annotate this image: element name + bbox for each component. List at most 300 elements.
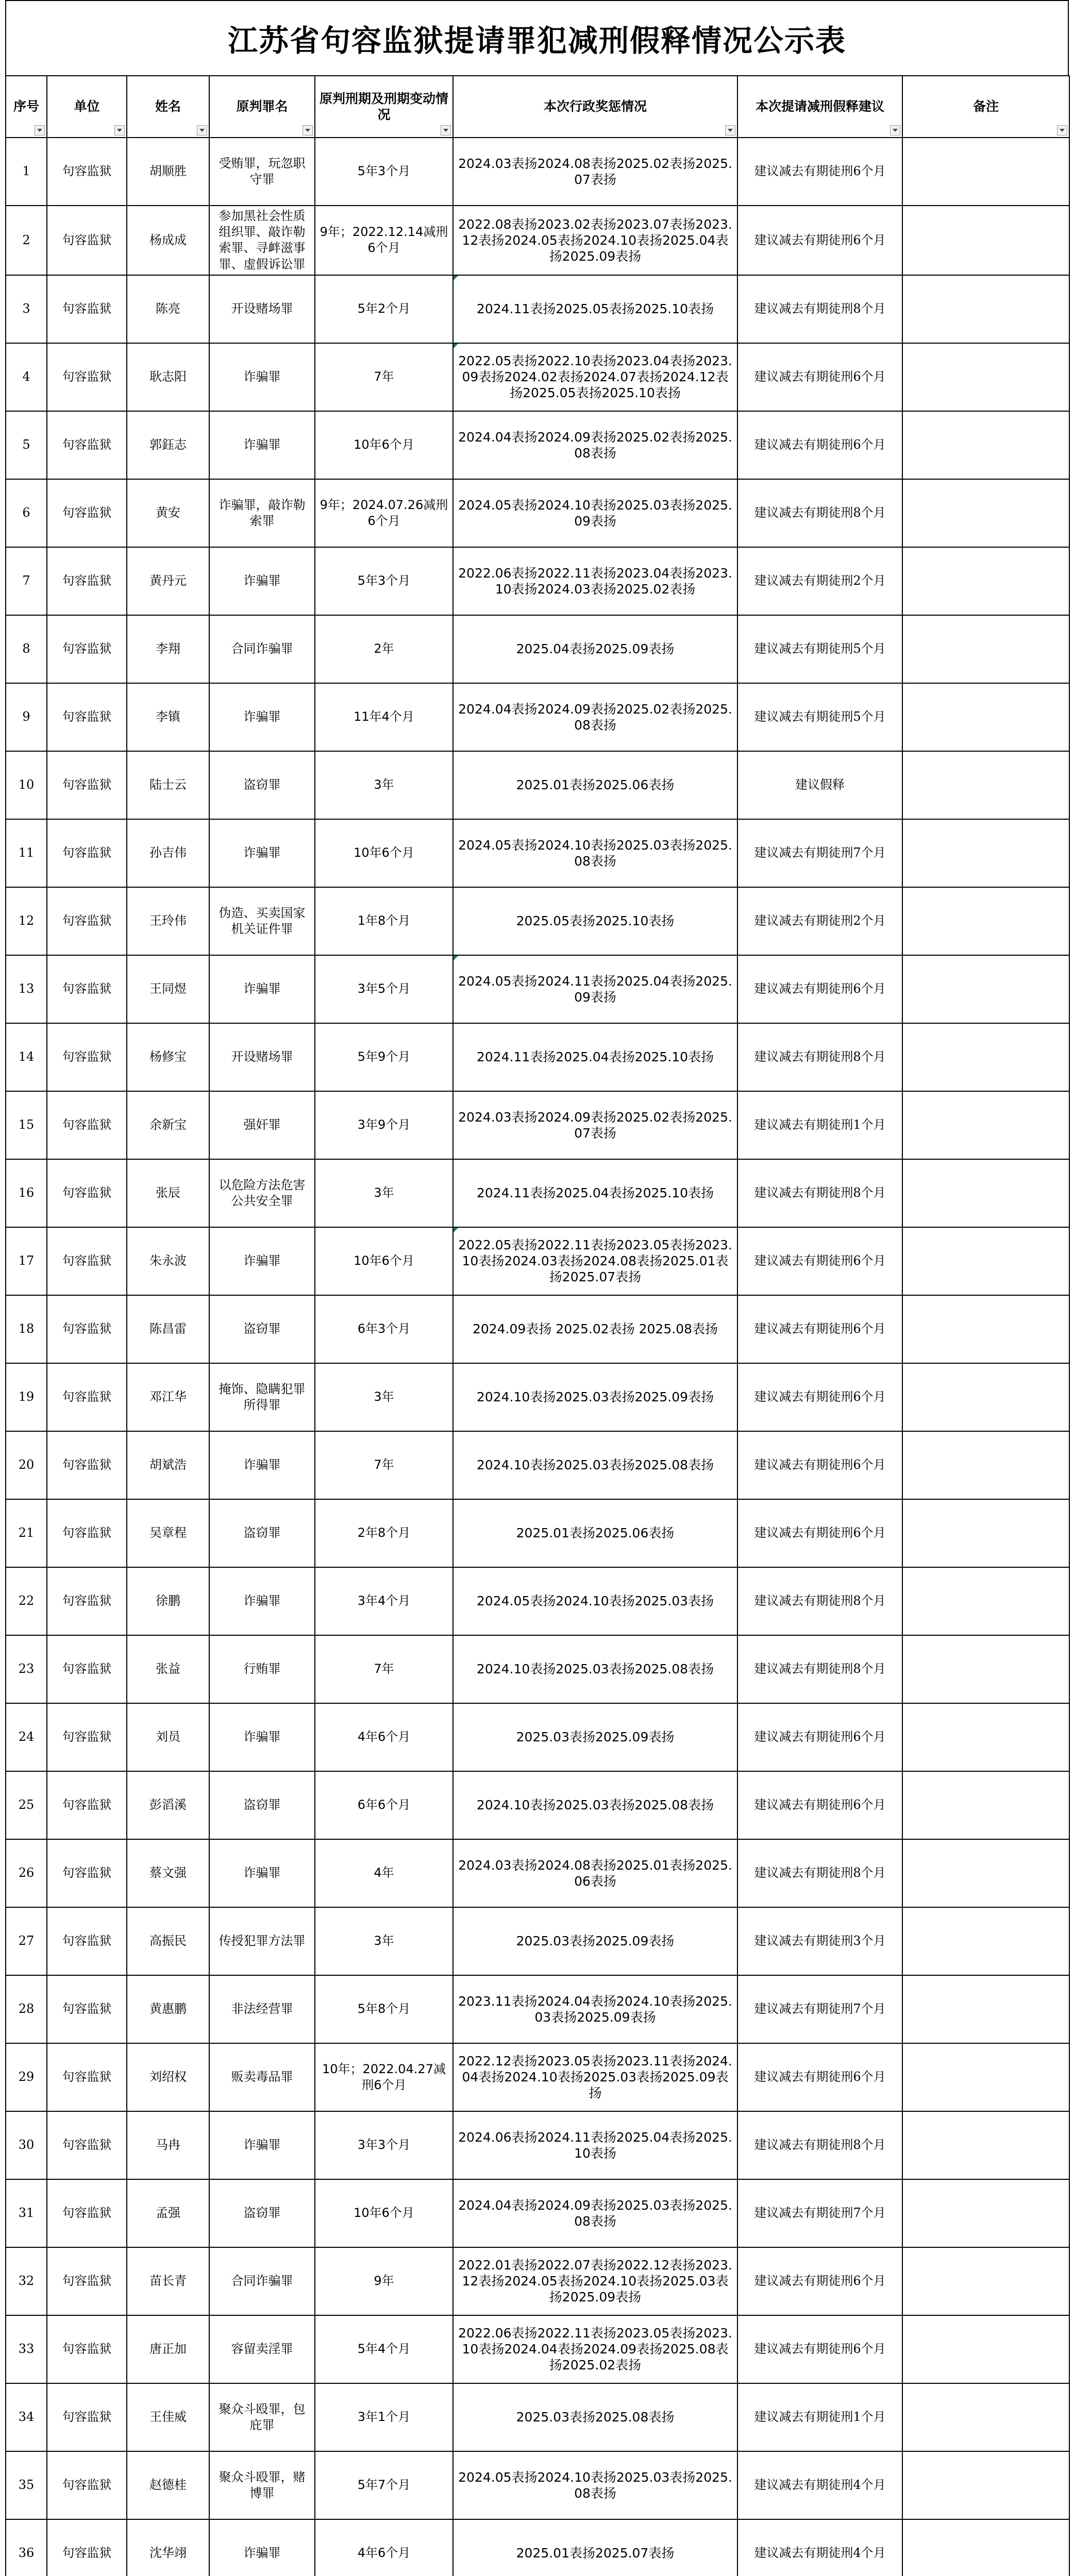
cell-crime[interactable]: 开设赌场罪 xyxy=(209,1023,315,1091)
cell-reward[interactable]: 2024.06表扬2024.11表扬2025.04表扬2025.10表扬 xyxy=(453,2111,737,2179)
cell-term[interactable]: 3年9个月 xyxy=(315,1091,453,1159)
cell-no[interactable]: 25 xyxy=(6,1771,47,1839)
cell-suggestion[interactable]: 建议减去有期徒刑6个月 xyxy=(737,1431,902,1499)
cell-suggestion[interactable]: 建议减去有期徒刑6个月 xyxy=(737,2043,902,2111)
cell-note[interactable] xyxy=(902,819,1069,887)
cell-suggestion[interactable]: 建议减去有期徒刑5个月 xyxy=(737,615,902,683)
cell-crime[interactable]: 合同诈骗罪 xyxy=(209,615,315,683)
cell-term[interactable]: 3年 xyxy=(315,1907,453,1975)
cell-unit[interactable]: 句容监狱 xyxy=(47,1091,127,1159)
cell-unit[interactable]: 句容监狱 xyxy=(47,1227,127,1295)
table-row xyxy=(6,2111,1069,2179)
cell-crime[interactable]: 掩饰、隐瞒犯罪所得罪 xyxy=(209,1363,315,1431)
cell-note[interactable] xyxy=(902,1091,1069,1159)
cell-name[interactable]: 沈华翊 xyxy=(127,2519,209,2576)
cell-term[interactable]: 2年8个月 xyxy=(315,1499,453,1567)
cell-crime[interactable]: 诈骗罪 xyxy=(209,2519,315,2576)
cell-note[interactable] xyxy=(902,1839,1069,1907)
cell-unit[interactable]: 句容监狱 xyxy=(47,1159,127,1227)
cell-reward[interactable]: 2025.05表扬2025.10表扬 xyxy=(453,887,737,955)
cell-note[interactable] xyxy=(902,1635,1069,1703)
cell-unit[interactable]: 句容监狱 xyxy=(47,1635,127,1703)
cell-unit[interactable]: 句容监狱 xyxy=(47,2383,127,2451)
cell-reward[interactable]: 2024.10表扬2025.03表扬2025.08表扬 xyxy=(453,1635,737,1703)
cell-suggestion[interactable]: 建议假释 xyxy=(737,751,902,819)
cell-unit[interactable]: 句容监狱 xyxy=(47,138,127,206)
cell-no[interactable]: 17 xyxy=(6,1227,47,1295)
cell-name[interactable]: 陆士云 xyxy=(127,751,209,819)
filter-dropdown-icon[interactable] xyxy=(725,125,735,135)
cell-no[interactable]: 23 xyxy=(6,1635,47,1703)
cell-unit[interactable]: 句容监狱 xyxy=(47,1363,127,1431)
cell-suggestion[interactable]: 建议减去有期徒刑6个月 xyxy=(737,1771,902,1839)
cell-crime[interactable]: 诈骗罪 xyxy=(209,1703,315,1771)
cell-no[interactable]: 33 xyxy=(6,2315,47,2383)
filter-dropdown-icon[interactable] xyxy=(35,125,45,135)
cell-name[interactable]: 王玲伟 xyxy=(127,887,209,955)
cell-no[interactable]: 19 xyxy=(6,1363,47,1431)
cell-reward[interactable]: 2022.06表扬2022.11表扬2023.04表扬2023.10表扬2024.03表扬2025.02表扬 xyxy=(453,547,737,615)
cell-name[interactable]: 胡斌浩 xyxy=(127,1431,209,1499)
cell-reward[interactable]: 2025.03表扬2025.09表扬 xyxy=(453,1907,737,1975)
cell-name[interactable]: 孟强 xyxy=(127,2179,209,2247)
cell-unit[interactable]: 句容监狱 xyxy=(47,2519,127,2576)
cell-reward[interactable]: 2024.11表扬2025.05表扬2025.10表扬 xyxy=(453,275,737,343)
cell-term[interactable]: 5年3个月 xyxy=(315,547,453,615)
cell-unit[interactable]: 句容监狱 xyxy=(47,411,127,479)
cell-name[interactable]: 陈昌雷 xyxy=(127,1295,209,1363)
cell-name[interactable]: 杨成成 xyxy=(127,206,209,275)
cell-unit[interactable]: 句容监狱 xyxy=(47,1295,127,1363)
cell-note[interactable] xyxy=(902,1975,1069,2043)
cell-unit[interactable]: 句容监狱 xyxy=(47,1499,127,1567)
cell-unit[interactable]: 句容监狱 xyxy=(47,343,127,411)
cell-crime[interactable]: 受贿罪，玩忽职守罪 xyxy=(209,138,315,206)
cell-suggestion[interactable]: 建议减去有期徒刑6个月 xyxy=(737,1703,902,1771)
cell-crime[interactable]: 贩卖毒品罪 xyxy=(209,2043,315,2111)
cell-term[interactable]: 5年7个月 xyxy=(315,2451,453,2519)
cell-reward[interactable]: 2023.11表扬2024.04表扬2024.10表扬2025.03表扬2025.09表扬 xyxy=(453,1975,737,2043)
cell-crime[interactable]: 诈骗罪 xyxy=(209,1431,315,1499)
cell-unit[interactable]: 句容监狱 xyxy=(47,2315,127,2383)
cell-name[interactable]: 王佳威 xyxy=(127,2383,209,2451)
cell-name[interactable]: 刘员 xyxy=(127,1703,209,1771)
cell-reward[interactable]: 2024.10表扬2025.03表扬2025.08表扬 xyxy=(453,1431,737,1499)
cell-name[interactable]: 黄安 xyxy=(127,479,209,547)
cell-note[interactable] xyxy=(902,479,1069,547)
cell-suggestion[interactable]: 建议减去有期徒刑6个月 xyxy=(737,2247,902,2315)
cell-note[interactable] xyxy=(902,887,1069,955)
cell-no[interactable]: 6 xyxy=(6,479,47,547)
cell-suggestion[interactable]: 建议减去有期徒刑3个月 xyxy=(737,1907,902,1975)
cell-name[interactable]: 陈亮 xyxy=(127,275,209,343)
filter-dropdown-icon[interactable] xyxy=(114,125,125,135)
cell-no[interactable]: 12 xyxy=(6,887,47,955)
cell-reward[interactable]: 2024.05表扬2024.10表扬2025.03表扬 xyxy=(453,1567,737,1635)
cell-note[interactable] xyxy=(902,751,1069,819)
cell-reward[interactable]: 2024.04表扬2024.09表扬2025.02表扬2025.08表扬 xyxy=(453,683,737,751)
cell-note[interactable] xyxy=(902,138,1069,206)
cell-term[interactable]: 10年6个月 xyxy=(315,411,453,479)
cell-suggestion[interactable]: 建议减去有期徒刑8个月 xyxy=(737,1023,902,1091)
cell-term[interactable]: 7年 xyxy=(315,343,453,411)
cell-term[interactable]: 9年；2022.12.14减刑6个月 xyxy=(315,206,453,275)
cell-term[interactable]: 4年6个月 xyxy=(315,2519,453,2576)
cell-term[interactable]: 3年 xyxy=(315,1159,453,1227)
cell-reward[interactable]: 2022.06表扬2022.11表扬2023.05表扬2023.10表扬2024.04表扬2024.09表扬2025.08表扬2025.02表扬 xyxy=(453,2315,737,2383)
cell-no[interactable]: 24 xyxy=(6,1703,47,1771)
cell-reward[interactable]: 2024.05表扬2024.11表扬2025.04表扬2025.09表扬 xyxy=(453,955,737,1023)
cell-suggestion[interactable]: 建议减去有期徒刑7个月 xyxy=(737,819,902,887)
cell-note[interactable] xyxy=(902,1023,1069,1091)
cell-term[interactable]: 5年4个月 xyxy=(315,2315,453,2383)
cell-unit[interactable]: 句容监狱 xyxy=(47,2043,127,2111)
cell-name[interactable]: 吴章程 xyxy=(127,1499,209,1567)
filter-dropdown-icon[interactable] xyxy=(1057,125,1067,135)
cell-reward[interactable]: 2025.01表扬2025.06表扬 xyxy=(453,751,737,819)
cell-name[interactable]: 高振民 xyxy=(127,1907,209,1975)
cell-no[interactable]: 18 xyxy=(6,1295,47,1363)
cell-name[interactable]: 朱永波 xyxy=(127,1227,209,1295)
cell-note[interactable] xyxy=(902,1567,1069,1635)
cell-reward[interactable]: 2025.01表扬2025.07表扬 xyxy=(453,2519,737,2576)
cell-term[interactable]: 4年 xyxy=(315,1839,453,1907)
cell-unit[interactable]: 句容监狱 xyxy=(47,1771,127,1839)
cell-suggestion[interactable]: 建议减去有期徒刑2个月 xyxy=(737,887,902,955)
cell-crime[interactable]: 诈骗罪 xyxy=(209,683,315,751)
cell-suggestion[interactable]: 建议减去有期徒刑8个月 xyxy=(737,1635,902,1703)
cell-crime[interactable]: 聚众斗殴罪，赌博罪 xyxy=(209,2451,315,2519)
cell-no[interactable]: 9 xyxy=(6,683,47,751)
cell-unit[interactable]: 句容监狱 xyxy=(47,1907,127,1975)
cell-reward[interactable]: 2024.11表扬2025.04表扬2025.10表扬 xyxy=(453,1159,737,1227)
cell-crime[interactable]: 行贿罪 xyxy=(209,1635,315,1703)
cell-name[interactable]: 蔡文强 xyxy=(127,1839,209,1907)
cell-crime[interactable]: 诈骗罪 xyxy=(209,955,315,1023)
cell-note[interactable] xyxy=(902,683,1069,751)
filter-dropdown-icon[interactable] xyxy=(890,125,900,135)
cell-reward[interactable]: 2024.10表扬2025.03表扬2025.08表扬 xyxy=(453,1771,737,1839)
cell-suggestion[interactable]: 建议减去有期徒刑6个月 xyxy=(737,1295,902,1363)
cell-reward[interactable]: 2022.05表扬2022.10表扬2023.04表扬2023.09表扬2024.02表扬2024.07表扬2024.12表扬2025.05表扬2025.10表扬 xyxy=(453,343,737,411)
cell-note[interactable] xyxy=(902,206,1069,275)
cell-crime[interactable]: 传授犯罪方法罪 xyxy=(209,1907,315,1975)
cell-reward[interactable]: 2024.04表扬2024.09表扬2025.03表扬2025.08表扬 xyxy=(453,2179,737,2247)
cell-crime[interactable]: 合同诈骗罪 xyxy=(209,2247,315,2315)
cell-crime[interactable]: 盗窃罪 xyxy=(209,751,315,819)
cell-crime[interactable]: 聚众斗殴罪，包庇罪 xyxy=(209,2383,315,2451)
cell-note[interactable] xyxy=(902,1295,1069,1363)
cell-name[interactable]: 耿志阳 xyxy=(127,343,209,411)
cell-note[interactable] xyxy=(902,955,1069,1023)
cell-unit[interactable]: 句容监狱 xyxy=(47,547,127,615)
cell-reward[interactable]: 2022.01表扬2022.07表扬2022.12表扬2023.12表扬2024.05表扬2024.10表扬2025.03表扬2025.09表扬 xyxy=(453,2247,737,2315)
cell-no[interactable]: 16 xyxy=(6,1159,47,1227)
cell-name[interactable]: 李镇 xyxy=(127,683,209,751)
cell-name[interactable]: 黄惠鹏 xyxy=(127,1975,209,2043)
cell-note[interactable] xyxy=(902,1907,1069,1975)
cell-name[interactable]: 苗长青 xyxy=(127,2247,209,2315)
cell-unit[interactable]: 句容监狱 xyxy=(47,751,127,819)
cell-note[interactable] xyxy=(902,2383,1069,2451)
cell-reward[interactable]: 2024.05表扬2024.10表扬2025.03表扬2025.08表扬 xyxy=(453,819,737,887)
header-label: 原判罪名 xyxy=(236,99,288,114)
cell-reward[interactable]: 2024.04表扬2024.09表扬2025.02表扬2025.08表扬 xyxy=(453,411,737,479)
cell-note[interactable] xyxy=(902,2043,1069,2111)
cell-suggestion[interactable]: 建议减去有期徒刑6个月 xyxy=(737,1227,902,1295)
cell-note[interactable] xyxy=(902,275,1069,343)
cell-reward[interactable]: 2024.05表扬2024.10表扬2025.03表扬2025.09表扬 xyxy=(453,479,737,547)
cell-no[interactable]: 3 xyxy=(6,275,47,343)
cell-name[interactable]: 李翔 xyxy=(127,615,209,683)
cell-name[interactable]: 黄丹元 xyxy=(127,547,209,615)
cell-no[interactable]: 26 xyxy=(6,1839,47,1907)
cell-note[interactable] xyxy=(902,2111,1069,2179)
cell-note[interactable] xyxy=(902,2519,1069,2576)
cell-unit[interactable]: 句容监狱 xyxy=(47,887,127,955)
cell-suggestion[interactable]: 建议减去有期徒刑2个月 xyxy=(737,547,902,615)
cell-crime[interactable]: 以危险方法危害公共安全罪 xyxy=(209,1159,315,1227)
cell-reward[interactable]: 2024.03表扬2024.08表扬2025.02表扬2025.07表扬 xyxy=(453,138,737,206)
cell-term[interactable]: 10年6个月 xyxy=(315,1227,453,1295)
cell-unit[interactable]: 句容监狱 xyxy=(47,1023,127,1091)
cell-suggestion[interactable]: 建议减去有期徒刑6个月 xyxy=(737,1363,902,1431)
cell-note[interactable] xyxy=(902,1431,1069,1499)
cell-unit[interactable]: 句容监狱 xyxy=(47,206,127,275)
cell-reward[interactable]: 2024.09表扬 2025.02表扬 2025.08表扬 xyxy=(453,1295,737,1363)
cell-no[interactable]: 1 xyxy=(6,138,47,206)
cell-no[interactable]: 28 xyxy=(6,1975,47,2043)
cell-no[interactable]: 4 xyxy=(6,343,47,411)
cell-crime[interactable]: 非法经营罪 xyxy=(209,1975,315,2043)
cell-unit[interactable]: 句容监狱 xyxy=(47,1567,127,1635)
filter-dropdown-icon[interactable] xyxy=(197,125,207,135)
cell-unit[interactable]: 句容监狱 xyxy=(47,479,127,547)
cell-suggestion[interactable]: 建议减去有期徒刑7个月 xyxy=(737,1975,902,2043)
cell-unit[interactable]: 句容监狱 xyxy=(47,275,127,343)
cell-no[interactable]: 7 xyxy=(6,547,47,615)
cell-no[interactable]: 21 xyxy=(6,1499,47,1567)
cell-reward[interactable]: 2022.12表扬2023.05表扬2023.11表扬2024.04表扬2024.10表扬2025.03表扬2025.09表扬 xyxy=(453,2043,737,2111)
cell-suggestion[interactable]: 建议减去有期徒刑6个月 xyxy=(737,955,902,1023)
cell-suggestion[interactable]: 建议减去有期徒刑8个月 xyxy=(737,1567,902,1635)
cell-note[interactable] xyxy=(902,1227,1069,1295)
cell-crime[interactable]: 诈骗罪 xyxy=(209,2111,315,2179)
cell-crime[interactable]: 诈骗罪 xyxy=(209,819,315,887)
cell-suggestion[interactable]: 建议减去有期徒刑1个月 xyxy=(737,2383,902,2451)
table-row xyxy=(6,1975,1069,2043)
cell-name[interactable]: 郭鈺志 xyxy=(127,411,209,479)
cell-term[interactable]: 5年3个月 xyxy=(315,138,453,206)
cell-suggestion[interactable]: 建议减去有期徒刑5个月 xyxy=(737,683,902,751)
cell-note[interactable] xyxy=(902,1771,1069,1839)
cell-no[interactable]: 22 xyxy=(6,1567,47,1635)
cell-note[interactable] xyxy=(902,1703,1069,1771)
cell-suggestion[interactable]: 建议减去有期徒刑6个月 xyxy=(737,2315,902,2383)
cell-suggestion[interactable]: 建议减去有期徒刑6个月 xyxy=(737,1499,902,1567)
cell-note[interactable] xyxy=(902,615,1069,683)
cell-unit[interactable]: 句容监狱 xyxy=(47,2451,127,2519)
cell-suggestion[interactable]: 建议减去有期徒刑6个月 xyxy=(737,411,902,479)
cell-unit[interactable]: 句容监狱 xyxy=(47,1839,127,1907)
cell-name[interactable]: 赵德桂 xyxy=(127,2451,209,2519)
cell-suggestion[interactable]: 建议减去有期徒刑8个月 xyxy=(737,2111,902,2179)
cell-note[interactable] xyxy=(902,1363,1069,1431)
cell-crime[interactable]: 开设赌场罪 xyxy=(209,275,315,343)
cell-term[interactable]: 4年6个月 xyxy=(315,1703,453,1771)
cell-no[interactable]: 36 xyxy=(6,2519,47,2576)
cell-crime[interactable]: 诈骗罪 xyxy=(209,547,315,615)
cell-reward[interactable]: 2025.03表扬2025.09表扬 xyxy=(453,1703,737,1771)
cell-no[interactable]: 32 xyxy=(6,2247,47,2315)
cell-no[interactable]: 31 xyxy=(6,2179,47,2247)
cell-note[interactable] xyxy=(902,411,1069,479)
cell-term[interactable]: 5年9个月 xyxy=(315,1023,453,1091)
cell-term[interactable]: 6年3个月 xyxy=(315,1295,453,1363)
cell-unit[interactable]: 句容监狱 xyxy=(47,1431,127,1499)
cell-reward[interactable]: 2022.05表扬2022.11表扬2023.05表扬2023.10表扬2024.03表扬2024.08表扬2025.01表扬2025.07表扬 xyxy=(453,1227,737,1295)
cell-crime[interactable]: 诈骗罪，敲诈勒索罪 xyxy=(209,479,315,547)
cell-term[interactable]: 10年6个月 xyxy=(315,2179,453,2247)
filter-dropdown-icon[interactable] xyxy=(303,125,313,135)
cell-no[interactable]: 11 xyxy=(6,819,47,887)
cell-no[interactable]: 2 xyxy=(6,206,47,275)
cell-note[interactable] xyxy=(902,343,1069,411)
cell-name[interactable]: 余新宝 xyxy=(127,1091,209,1159)
cell-term[interactable]: 3年4个月 xyxy=(315,1567,453,1635)
cell-crime[interactable]: 诈骗罪 xyxy=(209,1839,315,1907)
cell-reward[interactable]: 2024.05表扬2024.10表扬2025.03表扬2025.08表扬 xyxy=(453,2451,737,2519)
cell-term[interactable]: 3年 xyxy=(315,751,453,819)
cell-suggestion[interactable]: 建议减去有期徒刑8个月 xyxy=(737,275,902,343)
cell-unit[interactable]: 句容监狱 xyxy=(47,615,127,683)
cell-name[interactable]: 唐正加 xyxy=(127,2315,209,2383)
cell-unit[interactable]: 句容监狱 xyxy=(47,1703,127,1771)
cell-term[interactable]: 10年6个月 xyxy=(315,819,453,887)
cell-term[interactable]: 6年6个月 xyxy=(315,1771,453,1839)
cell-term[interactable]: 7年 xyxy=(315,1431,453,1499)
cell-unit[interactable]: 句容监狱 xyxy=(47,2247,127,2315)
filter-dropdown-icon[interactable] xyxy=(441,125,451,135)
cell-crime[interactable]: 盗窃罪 xyxy=(209,2179,315,2247)
cell-term[interactable]: 5年2个月 xyxy=(315,275,453,343)
cell-name[interactable]: 邓江华 xyxy=(127,1363,209,1431)
cell-term[interactable]: 9年 xyxy=(315,2247,453,2315)
cell-name[interactable]: 王同煜 xyxy=(127,955,209,1023)
cell-suggestion[interactable]: 建议减去有期徒刑7个月 xyxy=(737,2179,902,2247)
cell-reward[interactable]: 2024.03表扬2024.09表扬2025.02表扬2025.07表扬 xyxy=(453,1091,737,1159)
cell-no[interactable]: 29 xyxy=(6,2043,47,2111)
cell-term[interactable]: 2年 xyxy=(315,615,453,683)
cell-no[interactable]: 5 xyxy=(6,411,47,479)
cell-name[interactable]: 杨修宝 xyxy=(127,1023,209,1091)
cell-unit[interactable]: 句容监狱 xyxy=(47,2179,127,2247)
cell-term[interactable]: 7年 xyxy=(315,1635,453,1703)
cell-reward[interactable]: 2025.03表扬2025.08表扬 xyxy=(453,2383,737,2451)
cell-unit[interactable]: 句容监狱 xyxy=(47,819,127,887)
cell-no[interactable]: 8 xyxy=(6,615,47,683)
cell-reward[interactable]: 2022.08表扬2023.02表扬2023.07表扬2023.12表扬2024.05表扬2024.10表扬2025.04表扬2025.09表扬 xyxy=(453,206,737,275)
cell-name[interactable]: 张益 xyxy=(127,1635,209,1703)
cell-term[interactable]: 11年4个月 xyxy=(315,683,453,751)
cell-suggestion[interactable]: 建议减去有期徒刑6个月 xyxy=(737,138,902,206)
cell-note[interactable] xyxy=(902,1499,1069,1567)
cell-term[interactable]: 9年；2024.07.26减刑6个月 xyxy=(315,479,453,547)
cell-name[interactable]: 孙吉伟 xyxy=(127,819,209,887)
cell-crime[interactable]: 诈骗罪 xyxy=(209,343,315,411)
cell-suggestion[interactable]: 建议减去有期徒刑8个月 xyxy=(737,1159,902,1227)
cell-crime[interactable]: 参加黑社会性质组织罪、敲诈勒索罪、寻衅滋事罪、虚假诉讼罪 xyxy=(209,206,315,275)
cell-reward[interactable]: 2025.01表扬2025.06表扬 xyxy=(453,1499,737,1567)
cell-no[interactable]: 20 xyxy=(6,1431,47,1499)
cell-reward[interactable]: 2024.11表扬2025.04表扬2025.10表扬 xyxy=(453,1023,737,1091)
cell-no[interactable]: 34 xyxy=(6,2383,47,2451)
cell-name[interactable]: 刘绍权 xyxy=(127,2043,209,2111)
cell-suggestion[interactable]: 建议减去有期徒刑4个月 xyxy=(737,2519,902,2576)
cell-note[interactable] xyxy=(902,2315,1069,2383)
cell-note[interactable] xyxy=(902,2179,1069,2247)
cell-reward[interactable]: 2025.04表扬2025.09表扬 xyxy=(453,615,737,683)
cell-crime[interactable]: 诈骗罪 xyxy=(209,411,315,479)
cell-unit[interactable]: 句容监狱 xyxy=(47,955,127,1023)
cell-note[interactable] xyxy=(902,547,1069,615)
cell-term[interactable]: 3年 xyxy=(315,1363,453,1431)
cell-unit[interactable]: 句容监狱 xyxy=(47,2111,127,2179)
cell-crime[interactable]: 诈骗罪 xyxy=(209,1227,315,1295)
cell-reward[interactable]: 2024.10表扬2025.03表扬2025.09表扬 xyxy=(453,1363,737,1431)
cell-suggestion[interactable]: 建议减去有期徒刑4个月 xyxy=(737,2451,902,2519)
cell-suggestion[interactable]: 建议减去有期徒刑6个月 xyxy=(737,343,902,411)
cell-term[interactable]: 1年8个月 xyxy=(315,887,453,955)
cell-crime[interactable]: 容留卖淫罪 xyxy=(209,2315,315,2383)
cell-term[interactable]: 3年3个月 xyxy=(315,2111,453,2179)
cell-name[interactable]: 彭滔溪 xyxy=(127,1771,209,1839)
cell-no[interactable]: 13 xyxy=(6,955,47,1023)
cell-term[interactable]: 3年5个月 xyxy=(315,955,453,1023)
cell-suggestion[interactable]: 建议减去有期徒刑6个月 xyxy=(737,206,902,275)
cell-suggestion[interactable]: 建议减去有期徒刑1个月 xyxy=(737,1091,902,1159)
cell-term[interactable]: 5年8个月 xyxy=(315,1975,453,2043)
cell-no[interactable]: 27 xyxy=(6,1907,47,1975)
cell-unit[interactable]: 句容监狱 xyxy=(47,683,127,751)
cell-reward[interactable]: 2024.03表扬2024.08表扬2025.01表扬2025.06表扬 xyxy=(453,1839,737,1907)
cell-crime[interactable]: 盗窃罪 xyxy=(209,1771,315,1839)
cell-note[interactable] xyxy=(902,2247,1069,2315)
cell-crime[interactable]: 强奸罪 xyxy=(209,1091,315,1159)
cell-suggestion[interactable]: 建议减去有期徒刑8个月 xyxy=(737,1839,902,1907)
cell-name[interactable]: 张辰 xyxy=(127,1159,209,1227)
cell-term[interactable]: 3年1个月 xyxy=(315,2383,453,2451)
cell-term[interactable]: 10年；2022.04.27减刑6个月 xyxy=(315,2043,453,2111)
cell-no[interactable]: 14 xyxy=(6,1023,47,1091)
cell-note[interactable] xyxy=(902,2451,1069,2519)
cell-name[interactable]: 马冉 xyxy=(127,2111,209,2179)
cell-name[interactable]: 徐鹏 xyxy=(127,1567,209,1635)
cell-name[interactable]: 胡顺胜 xyxy=(127,138,209,206)
cell-suggestion[interactable]: 建议减去有期徒刑8个月 xyxy=(737,479,902,547)
cell-no[interactable]: 15 xyxy=(6,1091,47,1159)
cell-no[interactable]: 10 xyxy=(6,751,47,819)
cell-unit[interactable]: 句容监狱 xyxy=(47,1975,127,2043)
cell-crime[interactable]: 盗窃罪 xyxy=(209,1295,315,1363)
cell-note[interactable] xyxy=(902,1159,1069,1227)
cell-crime[interactable]: 伪造、买卖国家机关证件罪 xyxy=(209,887,315,955)
cell-no[interactable]: 35 xyxy=(6,2451,47,2519)
cell-no[interactable]: 30 xyxy=(6,2111,47,2179)
cell-crime[interactable]: 盗窃罪 xyxy=(209,1499,315,1567)
cell-crime[interactable]: 诈骗罪 xyxy=(209,1567,315,1635)
table-row xyxy=(6,1159,1069,1227)
